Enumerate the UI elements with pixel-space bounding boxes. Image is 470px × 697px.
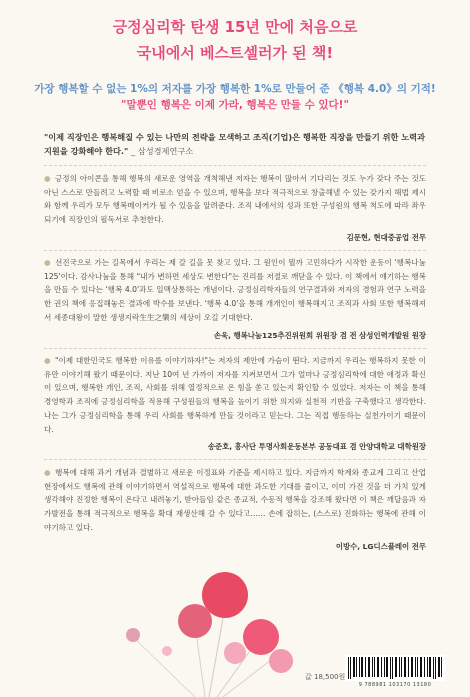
review-4 — [44, 466, 426, 535]
bullet-icon: ● — [44, 258, 51, 267]
review-1-text: 긍정의 아이콘을 통해 행복의 새로운 영역을 개척해낸 저자는 행복이 많아서 기다리는 것도 누가 갖다 주는 것도 아닌 스스로 만들려고 노력할 때 비로소 얻을 수 있으며, 행복을 보다 적극적으로 창출해낼 수 있는 갖가지 해법 제시와 함께 우리가 모두 행복메이커가 될 수 있음을 알려준다. 조직 내에서의 성과 또한 구성원의 행복 척도에 따라 좌우되기에 직장인의 필독서로 추천한다. — [44, 174, 426, 225]
main-quote-source: _ 삼성경제연구소 — [131, 146, 194, 156]
decorative-tree-illustration — [105, 555, 305, 697]
pink-circle-icon — [243, 619, 279, 655]
review-3 — [44, 354, 426, 436]
review-2-text: 선진국으로 가는 길목에서 우리는 제 갈 길을 못 찾고 있다. 그 원인이 뭘까 고민하다가 시작한 운동이 '행복나눔125'이다. 감사나눔을 통해 "내가 변하면 세상도 변한다"는 진리를 저절로 깨닫을 수 있다. 이 책에서 얘기하는 행복을 만들 수 있다는 '행복 4.0'과도 일맥상통하는 개념이다. 긍정심리학자들의 연구결과와 저자의 경험과 연구 노력을 한 권의 책에 응집해놓은 결과에 박수를 보낸다. '행복 4.0'을 통해 개개인이 행복해지고 조직과 사회 또한 행복해져서 세종대왕이 말한 생생지락生生之樂의 세상이 오길 기대한다. — [44, 258, 426, 322]
bullet-icon: ● — [44, 356, 51, 365]
review-1-author: 김문현, 현대중공업 전무 — [346, 233, 426, 242]
pink-circle-icon — [162, 646, 172, 656]
headline-line-1: 긍정심리학 탄생 15년 만에 처음으로 — [112, 18, 358, 36]
isbn-number: 9 788981 103170 13180 — [358, 682, 432, 688]
pink-circle-icon — [126, 628, 140, 642]
tagline-line-2: "말뿐인 행복은 이제 가라, 행복은 만들 수 있다!" — [121, 99, 349, 111]
divider — [44, 348, 426, 349]
bullet-icon: ● — [44, 174, 51, 183]
pink-circle-icon — [269, 649, 293, 673]
tagline-line-1: 가장 행복할 수 없는 1%의 저자를 가장 행복한 1%로 만들어 준 《행복 4.0》의 기적! — [34, 83, 436, 95]
pink-circle-icon — [224, 642, 246, 664]
divider — [44, 459, 426, 460]
review-2 — [44, 256, 426, 325]
review-4-text: 행복에 대해 과거 개념과 결별하고 새로운 이정표와 기준을 제시하고 있다. 지금까지 학계와 종교계 그리고 산업현장에서도 행복에 관해 이야기하면서 역설적으로 행복에 대한 과도한 기대를 줄이고, 이미 가진 것을 더 가치 있게 생각해야 진정한 행복이 온다고 내려놓기, 받아들임 같은 종교적, 수동적 행복을 강조해 왔다면 이 책은 깨달음과 자가발전을 통해 적극적으로 행복을 확대 재생산해 갈 수 있다고…… 손에 잡히는, (스스로) 진화하는 행복에 관해 이야기하고 있다. — [44, 468, 426, 532]
divider — [44, 250, 426, 251]
stem — [133, 637, 195, 697]
headline-line-2: 국내에서 베스트셀러가 된 책! — [136, 44, 334, 62]
review-4-author: 이방수, LG디스플레이 전무 — [335, 542, 426, 551]
bullet-icon: ● — [44, 468, 51, 477]
main-quote — [44, 130, 426, 158]
review-3-author: 송준호, 흥사단 투명사회운동본부 공동대표 겸 안양대학교 대학원장 — [207, 442, 426, 451]
barcode-icon — [345, 655, 445, 681]
main-quote-text: "이제 직장인은 행복해질 수 있는 나만의 전략을 모색하고 조직(기업)은 행복한 직장을 만들기 위한 노력과 지원을 강화해야 한다." — [44, 132, 425, 156]
review-2-author: 손욱, 행복나눔125추진위원회 위원장 겸 전 삼성인력개발원 원장 — [213, 331, 426, 340]
review-3-text: "이제 대한민국도 행복한 이유를 이야기하자!"는 저자의 제안에 가슴이 뛴다. 지금까지 우리는 행복하지 못한 이유만 이야기해 왔기 때문이다. 지난 10여 년 가까이 저자를 지켜보면서 그가 얼마나 긍정심리학에 대한 애정과 확신이 있으며, 행복한 개인, 조직, 사회를 위해 열정적으로 온 힘을 쏟고 있는지 확인할 수 있었다. 저자는 이 책을 통해 경영학과 조직에 긍정심리학을 적용해 구성원들의 행복을 높이기 위한 의지와 실천적 기반을 구축했다고 생각한다. 나는 그가 긍정심리학을 통해 우리 사회를 행복하게 만들 것이라고 믿는다. 그는 직접 행동하는 실천가이기 때문이다. — [44, 356, 426, 434]
red-circle-icon — [178, 604, 212, 638]
divider — [44, 165, 426, 166]
red-circle-icon — [202, 572, 248, 618]
review-1 — [44, 172, 426, 227]
price-label: 값 18,500원 — [305, 673, 346, 681]
